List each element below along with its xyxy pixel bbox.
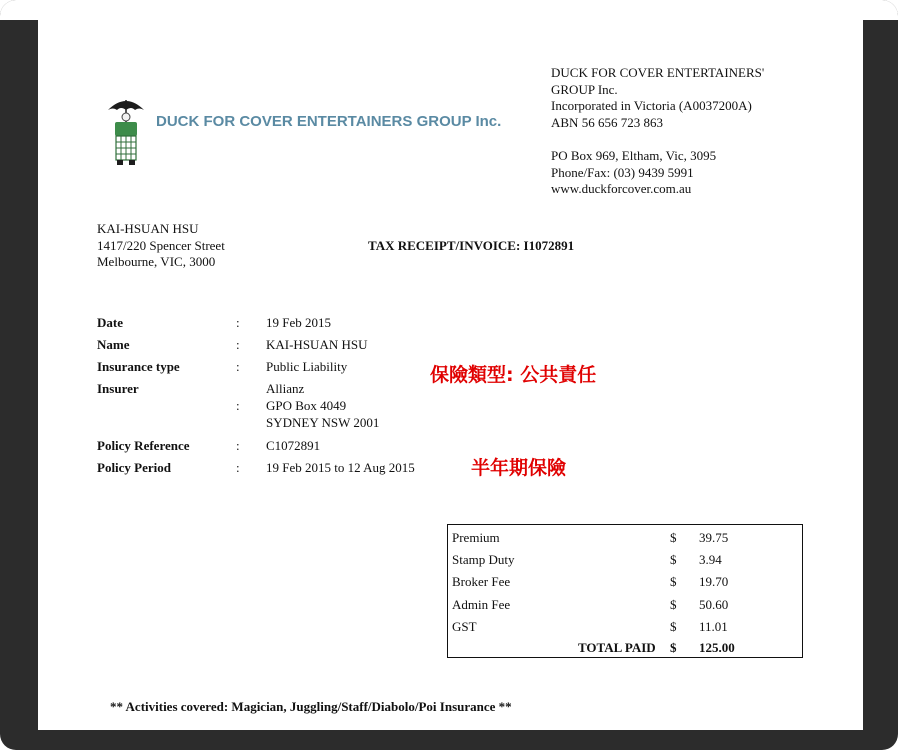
company-contact xyxy=(551,148,716,198)
fee-label: Admin Fee xyxy=(452,597,511,612)
total-paid-amount: 125.00 xyxy=(699,640,735,655)
currency-symbol: $ xyxy=(670,597,677,612)
fee-row-admin-fee xyxy=(448,597,804,615)
insurer-name: Allianz xyxy=(266,381,305,396)
colon: : xyxy=(236,315,240,330)
postal-address: PO Box 969, Eltham, Vic, 3095 xyxy=(551,148,717,163)
policy-period-label: Policy Period xyxy=(97,460,172,475)
policy-reference-label: Policy Reference xyxy=(97,438,190,453)
umbrella-juggler-icon xyxy=(104,96,148,166)
fee-summary-box xyxy=(447,524,803,658)
name-value: KAI-HSUAN HSU xyxy=(266,337,368,352)
fee-amount: 11.01 xyxy=(699,619,728,634)
fee-label: Stamp Duty xyxy=(452,552,515,567)
insurer-row xyxy=(97,381,497,433)
logo-company-name: DUCK FOR COVER ENTERTAINERS GROUP Inc. xyxy=(156,113,502,130)
currency-symbol: $ xyxy=(670,640,677,655)
website-link[interactable]: www.duckforcover.com.au xyxy=(551,181,692,196)
fee-row-gst xyxy=(448,619,804,637)
recipient-name: KAI-HSUAN HSU xyxy=(97,221,199,236)
insurer-city: SYDNEY NSW 2001 xyxy=(266,415,380,430)
colon: : xyxy=(236,337,240,352)
insurer-po-box: GPO Box 4049 xyxy=(266,398,347,413)
fee-row-stamp-duty xyxy=(448,552,804,570)
policy-reference-value: C1072891 xyxy=(266,438,321,453)
company-line: GROUP Inc. xyxy=(551,81,618,97)
colon: : xyxy=(236,359,240,374)
policy-period-value: 19 Feb 2015 to 12 Aug 2015 xyxy=(266,460,415,475)
currency-symbol: $ xyxy=(670,552,677,567)
name-label: Name xyxy=(97,337,130,352)
receipt-title: TAX RECEIPT/INVOICE: I1072891 xyxy=(368,238,575,253)
phone-fax: Phone/Fax: (03) 9439 5991 xyxy=(551,164,694,180)
company-line: DUCK FOR COVER ENTERTAINERS' xyxy=(551,65,765,80)
fee-row-broker-fee xyxy=(448,574,804,592)
fee-amount: 50.60 xyxy=(699,597,729,612)
fee-amount: 39.75 xyxy=(699,530,729,545)
recipient-street: 1417/220 Spencer Street xyxy=(97,237,225,253)
frame-top-edge xyxy=(0,0,898,20)
recipient-city: Melbourne, VIC, 3000 xyxy=(97,254,216,269)
fee-label: GST xyxy=(452,619,477,634)
fee-amount: 3.94 xyxy=(699,552,722,567)
document-page xyxy=(38,20,863,730)
fee-label: Premium xyxy=(452,530,500,545)
insurance-type-label: Insurance type xyxy=(97,359,180,374)
insurance-type-annotation: 保險類型: 公共責任 xyxy=(430,364,597,386)
colon: : xyxy=(236,398,240,413)
date-value: 19 Feb 2015 xyxy=(266,315,331,330)
period-annotation: 半年期保險 xyxy=(471,457,567,479)
currency-symbol: $ xyxy=(670,619,677,634)
fee-label: Broker Fee xyxy=(452,574,511,589)
currency-symbol: $ xyxy=(670,574,677,589)
fee-row-premium xyxy=(448,530,804,548)
recipient-address xyxy=(97,221,225,271)
insurance-type-value: Public Liability xyxy=(266,359,348,374)
fee-amount: 19.70 xyxy=(699,574,729,589)
total-paid-label: TOTAL PAID xyxy=(578,640,656,655)
currency-symbol: $ xyxy=(670,530,677,545)
company-info xyxy=(551,65,851,131)
date-label: Date xyxy=(97,315,123,330)
colon: : xyxy=(236,460,240,475)
company-line: Incorporated in Victoria (A0037200A) xyxy=(551,98,752,113)
activities-covered-note: ** Activities covered: Magician, Juggling/Staff/Diabolo/Poi Insurance ** xyxy=(110,699,512,714)
company-line: ABN 56 656 723 863 xyxy=(551,114,663,130)
fee-row-total xyxy=(448,640,804,658)
insurer-label: Insurer xyxy=(97,381,139,396)
colon: : xyxy=(236,438,240,453)
